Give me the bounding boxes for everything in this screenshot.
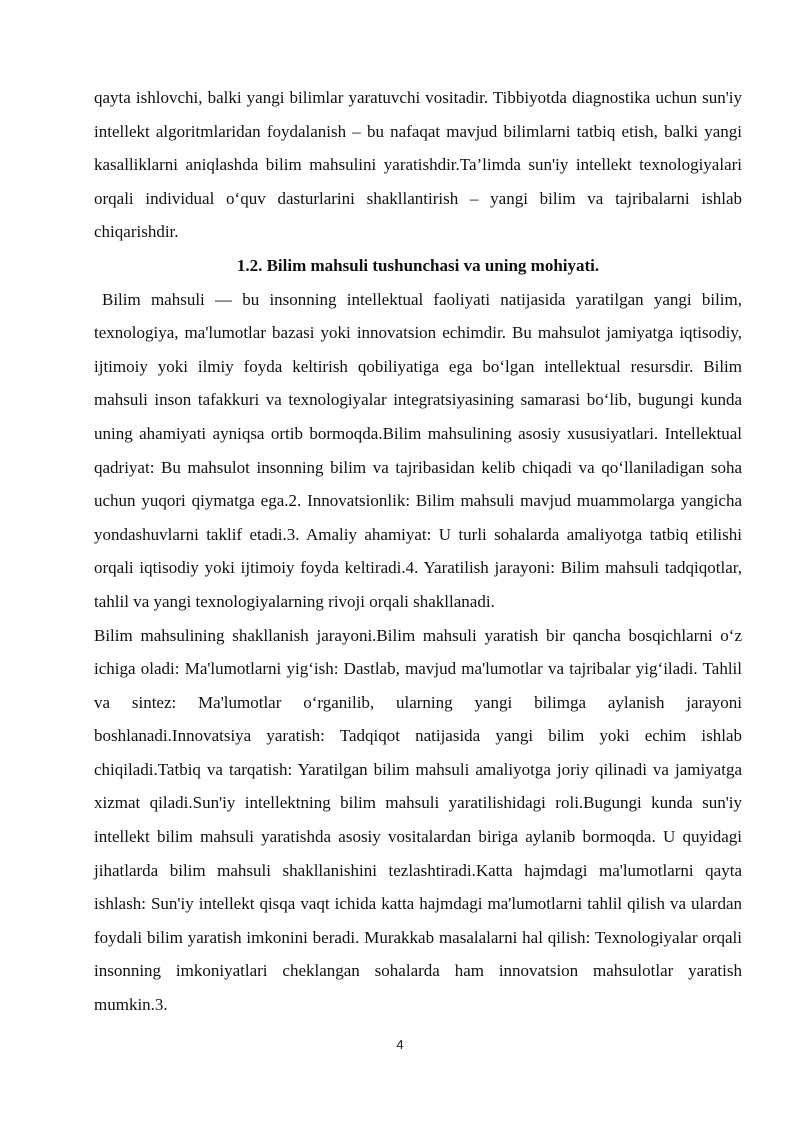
paragraph-definition: Bilim mahsuli — bu insonning intellektual faoliyati natijasida yaratilgan yangi bilim, texnologiya, ma'lumotlar bazasi yoki innovatsion echimdir. Bu mahsulot jamiyatga iqtisodiy, ijtimoiy yoki ilmiy foyda keltirish qobiliyatiga ega bo‘lgan intellektual resursdir. Bilim mahsuli inson tafakkuri va texnologiyalar integratsiyasining samarasi bo‘lib, bugungi kunda uning ahamiyati ayniqsa ortib bormoqda.Bilim mahsulining asosiy xususiyatlari. Intellektual qadriyat: Bu mahsulot insonning bilim va tajribasidan kelib chiqadi va qo‘llaniladigan soha uchun yuqori qiymatga ega.2. Innovatsionlik: Bilim mahsuli mavjud muammolarga yangicha yondashuvlarni taklif etadi.3. Amaliy ahamiyat: U turli sohalarda amaliyotga tatbiq etilishi orqali iqtisodiy yoki ijtimoiy foyda keltiradi.4. Yaratilish jarayoni: Bilim mahsuli tadqiqotlar, tahlil va yangi texnologiyalarning rivoji orqali shakllanadi.	[94, 289, 742, 611]
document-page	[94, 81, 742, 1022]
section-heading: 1.2. Bilim mahsuli tushunchasi va uning mohiyati.	[236, 255, 600, 275]
paragraph-formation-process: Bilim mahsulining shakllanish jarayoni.Bilim mahsuli yaratish bir qancha bosqichlarni o‘z ichiga oladi: Ma'lumotlarni yig‘ish: Dastlab, mavjud ma'lumotlar va tajribalar yig‘iladi. Tahlil va sintez: Ma'lumotlar o‘rganilib, ularning yangi bilimga aylanish jarayoni boshlanadi.Innovatsiya yaratish: Tadqiqot natijasida yangi bilim yoki echim ishlab chiqiladi.Tatbiq va tarqatish: Yaratilgan bilim mahsuli amaliyotga joriy qilinadi va jamiyatga xizmat qiladi.Sun'iy intellektning bilim mahsuli yaratilishidagi roli.Bugungi kunda sun'iy intellekt bilim mahsuli yaratishda asosiy vositalardan biriga aylanib bormoqda. U quyidagi jihatlarda bilim mahsuli shakllanishini tezlashtiradi.Katta hajmdagi ma'lumotlarni qayta ishlash: Sun'iy intellekt qisqa vaqt ichida katta hajmdagi ma'lumotlarni tahlil qilish va ulardan foydali bilim yaratish imkonini beradi. Murakkab masalalarni hal qilish: Texnologiyalar orqali insonning imkoniyatlari cheklangan sohalarda ham innovatsion mahsulotlar yaratish mumkin.3.	[94, 625, 742, 1015]
paragraph-intro-continuation: qayta ishlovchi, balki yangi bilimlar yaratuvchi vositadir. Tibbiyotda diagnostika uchun sun'iy intellekt algoritmlaridan foydalanish – bu nafaqat mavjud bilimlarni tatbiq etish, balki yangi kasalliklarni aniqlashda bilim mahsulini yaratishdir.Ta’limda sun'iy intellekt texnologiyalari orqali individual o‘quv dasturlarini shakllantirish – yangi bilim va tajribalarni ishlab chiqarishdir.	[94, 88, 742, 242]
page-number: 4	[396, 1037, 404, 1052]
